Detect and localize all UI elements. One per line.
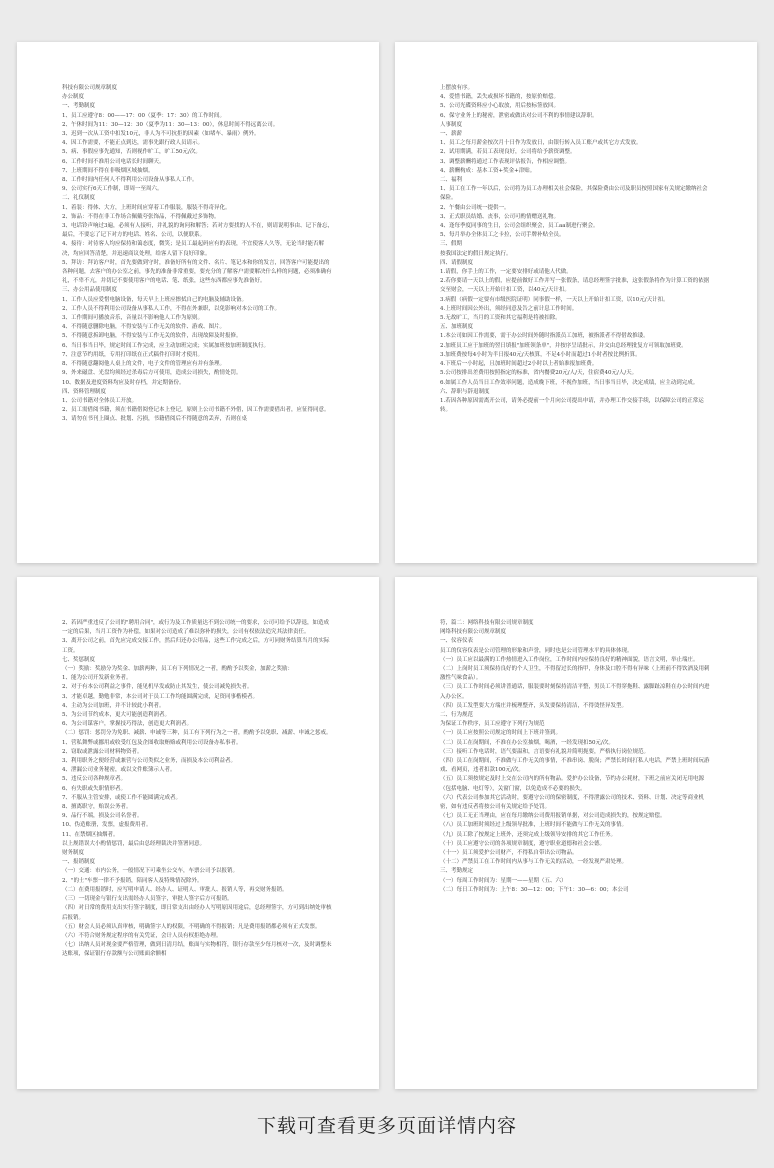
text-line: 二、福利	[440, 177, 463, 184]
text-line: 4、因工作需要，不能正点到达，需事先跟行政人员请示。	[62, 140, 204, 147]
text-line: 4、不得随意删除电脑，不得安装与工作无关的软件、游戏、图片。	[62, 324, 226, 331]
text-line: （四）对日常的费用支出实行签字制度，即日常支出由经办人写明原因用途后，总经理签字，方可到出纳处审核后报销。	[62, 905, 332, 921]
document-page-2	[395, 42, 757, 563]
text-line: 1、公司书籍对全体员工开放。	[62, 397, 138, 404]
text-line: 11、在禁烟区抽烟者。	[62, 831, 119, 838]
text-line: 以上规错误大小酌情惩罚，最后由总经理裁决并签署同意。	[62, 840, 206, 847]
text-line: （三）员工工作时间必须讲普通话，服装要时刻保持清洁平整，男员工不得穿拖鞋、露脚趾凉鞋在办公时间内进入办公区。	[440, 684, 710, 700]
text-line: 网络科技有限公司规章制度	[440, 629, 507, 636]
text-line: 5.公司按排出差费用按照指定的标准，省内餐费20元/人/天，住宿费40元/人/天。	[440, 370, 638, 377]
text-line: 二、行为规范	[440, 712, 474, 719]
text-line: 4、主动为公司加班，并不计较此小利者。	[62, 702, 165, 709]
text-line: 2、员工需借阅书籍，须在书籍借阅登记本上登记，原则上公司书籍不外借，因工作需要借出者，应征得同意。	[62, 407, 330, 414]
text-line: 2.加班员工应于加班的翌日填报"加班领条单"，并按序呈请批示，并交由总经理批复方可领取加班费。	[440, 342, 687, 349]
text-line: 8、擅离职守，贻误公务者。	[62, 804, 132, 811]
text-line: 1、能为公司开发新业务者。	[62, 675, 132, 682]
text-line: （十）员工应遵守公司的各项规章制度，遵守职业道德和社会公德。	[440, 840, 606, 847]
text-line: 2、若因严重违反了公司的"聘用合同"，或行为及工作质量达不到公司统一的要求，公司可给予以辞退，如造成一定的后果，当月工资作为补偿，如果对公司造成了难以弥补的损失，公司有权依法追究其法律责任。	[62, 620, 330, 636]
text-line: 2、"的士"车票一律不予报销，陪同客人及特殊情况除外。	[62, 877, 203, 884]
text-line: 五、加班制度	[440, 324, 474, 331]
text-line: 四、请假制度	[440, 259, 474, 266]
text-line: 1、员工之每月薪金按次月十日作为发放日，由银行转入员工账户或其它方式发放。	[440, 140, 642, 147]
text-line: 一、薪薪	[440, 131, 463, 138]
page-3-text	[62, 619, 334, 1059]
document-page-1	[17, 42, 379, 563]
text-line: 3、调整薪酬将通过工作表现评估报告，作相应调整。	[440, 158, 571, 165]
text-line: （十一）员工须爱护公司财产，不得私自带出公司物品。	[440, 850, 578, 857]
text-line: （八）员工加班时须经过上级领导批准，上班时间不能做与工作无关的事情。	[440, 822, 628, 829]
text-line: 3.加班费按每4小时为半日报40元/天核算，不足4小时而超过1小时者按比例折算。	[440, 351, 641, 358]
text-line: 为保证工作秩序，员工应遵守下列行为规范	[440, 721, 545, 728]
text-line: 1.请假，你手上的工作，一定要安排好或请他人代做。	[440, 269, 572, 276]
text-line: 按我国法定的假日规定执行。	[440, 250, 512, 257]
text-line: 3、迟到一次从工资中扣发10元，非人为不可抗拒的因素（如堵车、暴雨）例外。	[62, 131, 260, 138]
text-line: 3、电话铃声响过3遍，必须有人接听，并礼貌的询问和解答；若对方要找的人不在，则请说明事由、记下备忘，最后，不要忘了记下对方的电话、姓名、公司，以便联系。	[62, 223, 334, 239]
text-line: 科技有限公司规章制度	[62, 85, 118, 91]
text-line: 上摆放有序。	[440, 85, 474, 91]
page-1-text	[62, 84, 334, 533]
text-line: 4、接待：对待客人均应保持和蔼态度，微笑；是员工最起码应有的表现，不宜使客人久等，无论当时能否解决，均应回答清楚，并迅速商议处理，给客人留下良好印象。	[62, 241, 325, 257]
text-line: （二）每日工作时间为：上午8：30—12：00；下午1：30—6：00；本公司	[440, 886, 629, 893]
text-line: （二）员工在岗期间，不准在办公室抽烟，喝酒，一经发现扣50元/次。	[440, 739, 614, 746]
text-line: 5、公司光碟资料应小心取放，用后按标签放回。	[440, 103, 560, 110]
text-line: 10、数据及进度资料均应及时存档，并定期备份。	[62, 379, 185, 386]
download-more-caption[interactable]: 下载可查看更多页面详情内容	[256, 1115, 517, 1137]
text-line: （七）出纳人员对现金要严格管理，做到日清月结，账面与实物相符，银行存款至少每月核对一次，及时调整未达账项，保证银行存款额与公司账面余额相	[62, 942, 332, 958]
text-line: 三、办公用品使用制度	[62, 287, 118, 294]
text-line: 2、对于有本公司利益之事件，能见机早发或防止其发生，使公司减免损失者。	[62, 684, 253, 691]
text-line: 2、饰品：不得在非工作场合佩戴夸张饰品，不得佩戴过多饰物。	[62, 213, 220, 220]
text-line: （六）不符合财务规定程序的有关凭证，会计人员有权拒绝办理。	[62, 932, 222, 939]
text-line: 2、午餐由公司统一提供一。	[440, 204, 510, 211]
text-line: 8、不得随意翻阅他人桌上的文件，电子文件的管理应有并有条理。	[62, 361, 226, 368]
text-line: 8、工作时间内任何人不得利用公司设备从事私人工作。	[62, 177, 198, 184]
text-line: （一）每周工作时间为：星期一——星期（五、六）	[440, 877, 567, 884]
text-line: 1、着装：得体、大方，上班时间应穿着工作服装，服装不得奇异化。	[62, 204, 231, 211]
text-line: 3.病假（病假一定要有市级医院证明）同事假一样，一天以上开始计扣工资，以10元/天计扣。	[440, 296, 669, 303]
text-line: （六）代表公司参加其它活动时，要遵守公司的保密制度，不得泄露公司的技术、资料、计划、决定等商业机密，如有违反者将按公司有关规定给予处罚。	[440, 794, 705, 811]
text-line: 一、考勤制度	[62, 103, 96, 110]
text-line: 1.本公司如因工作需要，需于办公时间外随时指派员工加班，被指派者不得借故推诿。	[440, 333, 649, 340]
text-line: 1、营私舞弊或挪用或收受红包及企图收取贿赂或利用公司设备办私事者。	[62, 739, 242, 746]
text-line: 5、病、事假应事先通知，否则视作旷工，旷工50元/次。	[62, 149, 201, 156]
text-line: 6、当日事当日毕，规定时间工作完成，应主动加班完成；实属加班按加班制度执行。	[62, 342, 270, 349]
page-4-text	[440, 619, 712, 1059]
text-line: 2、试用期满，若员工表现良好，公司将给予薪资调整。	[440, 149, 576, 156]
text-line: 7、注意节约用纸，专用打印纸在正式稿件打印时才使用。	[62, 351, 204, 358]
text-line: 三、考勤规定	[440, 868, 474, 875]
text-line: 3、正式职员结婚、丧事，公司可酌情赠送礼物。	[440, 213, 560, 220]
text-line: 1、员工在工作一年以后，公司将为员工办理相关社会保险，其保险费由公司及职员按照国家有关规定缴纳社会保险。	[440, 186, 708, 202]
text-line: （三）接听工作电话时，语气要温和，言语要有礼貌并简明扼要，严格执行岗位规范。	[440, 748, 650, 755]
text-line: 4、薪酬构成：基本工资+奖金+津贴。	[440, 167, 536, 174]
text-line: 二、礼仪制度	[62, 195, 96, 202]
text-line: （七）员工无正当理由，应在每月缴纳公司费用报销单据，对公司造成损失的，按规定赔偿。	[440, 813, 666, 820]
text-line: 6、为公司谋客户，掌握技巧得法，创造更大利润者。	[62, 721, 193, 728]
text-line: 1.若因各种原因需离开公司，请务必提前一个月向公司提出申请，并办理工作交接手续，以保障公司的正常运转。	[440, 397, 704, 414]
text-line: （四）员工在岗期间，不准做与工作无关的事情，不准串岗、脱岗；严禁长时间打私人电话，严禁上班时间玩游戏、看网页，违者扣款100元/次。	[440, 758, 710, 774]
page-2-text	[440, 84, 712, 533]
document-page-4	[395, 577, 757, 1089]
text-line: 4、逢每季度同事的生日，公司会组织聚会，员工aa制进行聚会。	[440, 223, 599, 230]
text-line: 5、不得随意拆卸电脑，不得安装与工作无关的软件，出现故障及时报修。	[62, 333, 242, 340]
text-line: （二）惩罚：惩罚分为免职、减薪、申诫等三种，员工有下列行为之一者，酌酌予以免职、减薪、申诫之惩戒。	[62, 730, 332, 737]
text-line: 5、每月举办全体员工之卡拉，公司手牌补贴全员。	[440, 232, 565, 239]
text-line: （三）一切现金与银行支出需经办人员签字，审批人签字后方可报销。	[62, 896, 233, 903]
text-line: 一、报销制度	[62, 859, 96, 866]
text-line: 2、工作人员不得利用公司设备从事私人工作，不得在外兼职，以免影响对本公司的工作。	[62, 305, 281, 312]
text-line: 员工的仪容仪表是公司管理的形象和声誉，同时也是公司管理水平的具体体现。	[440, 647, 633, 654]
text-line: 三、假期	[440, 241, 463, 248]
text-line: （一）员工应按照公司规定的时间上下班并签到。	[440, 730, 562, 737]
text-line: 3、利用职务之便经营或兼营与公司类似之业务，而损及本公司利益者。	[62, 758, 237, 765]
text-line: 10、伪造账册，发票，虚报费用者。	[62, 822, 152, 829]
text-line: 5、为公司节约成本，更大可能创造利润者。	[62, 712, 171, 719]
text-line: 符，篇二：网络科技有限公司规章制度	[440, 620, 534, 626]
text-line: 一、仪容仪表	[440, 638, 474, 645]
text-line: （一）交通：市内公务，一般情况下可乘坐公交车，车票公司予以报销。	[62, 868, 239, 875]
text-line: （一）员工应以最满的工作热情进入工作岗位，工作时间内应保持良好的精神面貌，语言文明，举止端庄。	[440, 656, 699, 663]
text-line: 6、有失职或失职情形者。	[62, 785, 127, 792]
text-line: （九）员工除了按规定上班外，还须完成上级领导安排的其它工作任务。	[440, 831, 617, 838]
text-line: 2.若你要请一天以上的假，应提前做好工作并写一张假条，请总经理签字批准，这张假条将作为计算工资的依据交至财会，一天以上开始计扣工资，以40元/天计扣。	[440, 278, 710, 294]
text-line: 6.如属工作人员当日工作效率问题，造成晚下班，不视作加班，当日事当日毕，决定成绩，应主动到完成。	[440, 379, 699, 386]
text-line: 3、工作期间可播放音乐，音量以不影响他人工作为原则。	[62, 315, 204, 322]
text-line: 5、拜访：拜访客户时，首先要做到守时，准备好所有的文件、名片、笔记本和你的发言，回答客户可能提出的各种问题，去客户的办公室之前，事先的准备非常重要，要充分的了解客户需要解决什么样的问题，必须准确有礼，不卑不亢，并切记不要使用客户的电话、笔、纸张，这些东西都应事先准备好。	[62, 259, 332, 285]
text-line: 2、午休时间为11：30—12：30（夏季为11：30—13：00），休息时间不得远离公司。	[62, 121, 279, 128]
text-line: 4.上班时间因公外出，须经同意及告之前计息工作时间。	[440, 305, 578, 312]
text-line: 七、奖惩制度	[62, 656, 96, 663]
text-line: 六、辞职与辞退制度	[440, 388, 490, 395]
text-line: （五）财会人员必须认真审核，明确签字人的权限，不明确的不得报销；凡是费用报销都必须有正式发票。	[62, 923, 321, 930]
text-line: 2、窃取或泄露公司材料物资者。	[62, 748, 143, 755]
text-line: （一）奖励：奖励分为奖金、加薪两种，员工有下列情况之一者，酌酌予以奖金，加薪之奖励：	[62, 666, 294, 673]
text-line: （二）在费用报销时，应写明申请人、经办人、证明人、审批人、报销人等，再交财务报销。	[62, 886, 288, 893]
text-line: （四）员工发型要大方端庄并梳理整齐，头发要保持清洁，不得烫怪异发型。	[440, 702, 628, 709]
text-line: 四、资料管理制度	[62, 388, 107, 395]
text-line: 1、员工应遵守8：00——17：00（夏季：17：30）的工作时间。	[62, 112, 225, 119]
text-line: 3、请勿在书刊上圈点、批划、污损，书籍借阅后不得随意的丢弃，否则在桌	[62, 416, 248, 423]
text-line: （五）员工须按规定及时上交在公司内的所有物品。爱护办公设备，节约办公耗材，下班之前应关闭无用电源（包括电脑、电灯等），关窗门窗，以免造成不必要的损失。	[440, 776, 705, 792]
text-line: 5、违反公司各种规章者。	[62, 776, 127, 783]
text-line: 6、保守业务上的秘密，泄密或做出对公司不利的事情建议辞职。	[440, 112, 598, 119]
text-line: 7、不服从主管安排，或使工作不能圆满完成者。	[62, 794, 182, 801]
text-line: 财务制度	[62, 850, 85, 857]
text-line: 4、泄漏公司业务秘密，或以文件账簿示人者。	[62, 767, 176, 774]
text-line: 9、公司实行6天工作制，即周一至周六。	[62, 186, 163, 193]
text-line: 5.无故旷工，当月的工资和其它福利是将被扣除。	[440, 315, 561, 322]
text-line: 9、外来磁盘、光盘均须经过杀毒后方可使用，造成公司损失，酌情处罚。	[62, 370, 242, 377]
text-line: 7、上班期间不得在非吸烟区域抽烟。	[62, 167, 154, 174]
text-line: 4.下班后一小时起，且加班时间超过2小时以上者始准报加班费。	[440, 361, 598, 368]
text-line: 4、爱惜书籍，丢失或损坏书籍的，按原价赔偿。	[440, 94, 560, 101]
text-line: 9、品行不端，损及公司名誉者。	[62, 813, 143, 820]
text-line: （二）上岗时员工须保持良好的个人卫生，不得留过长的指甲，身体及口腔不得有异味（上班前不得饮酒及用刺激性气味食品）。	[440, 666, 710, 682]
text-line: 6、工作时间不准用公司电话长时间聊天。	[62, 158, 165, 165]
text-line: 3、才能卓越，勤勉非常，本公司对于员工工作均能圆满完成，足资同事楷模者。	[62, 693, 259, 700]
text-line: （十二）严禁员工在工作时间内从事与工作无关的活动，一经发现严肃处理。	[440, 859, 628, 866]
text-line: 办公制度	[62, 94, 85, 101]
document-page-3	[17, 577, 379, 1089]
text-line: 人事制度	[440, 121, 463, 128]
text-line: 3、离开公司之前，首先应完成交接工作，然后归还办公用品，这些工作完成之后，方可同财务结算当月的实际工资。	[62, 638, 330, 654]
text-line: 1、工作人员应爱惜电脑设备，每天早上上班应擦拭自己的电脑及辅助设备。	[62, 296, 248, 303]
